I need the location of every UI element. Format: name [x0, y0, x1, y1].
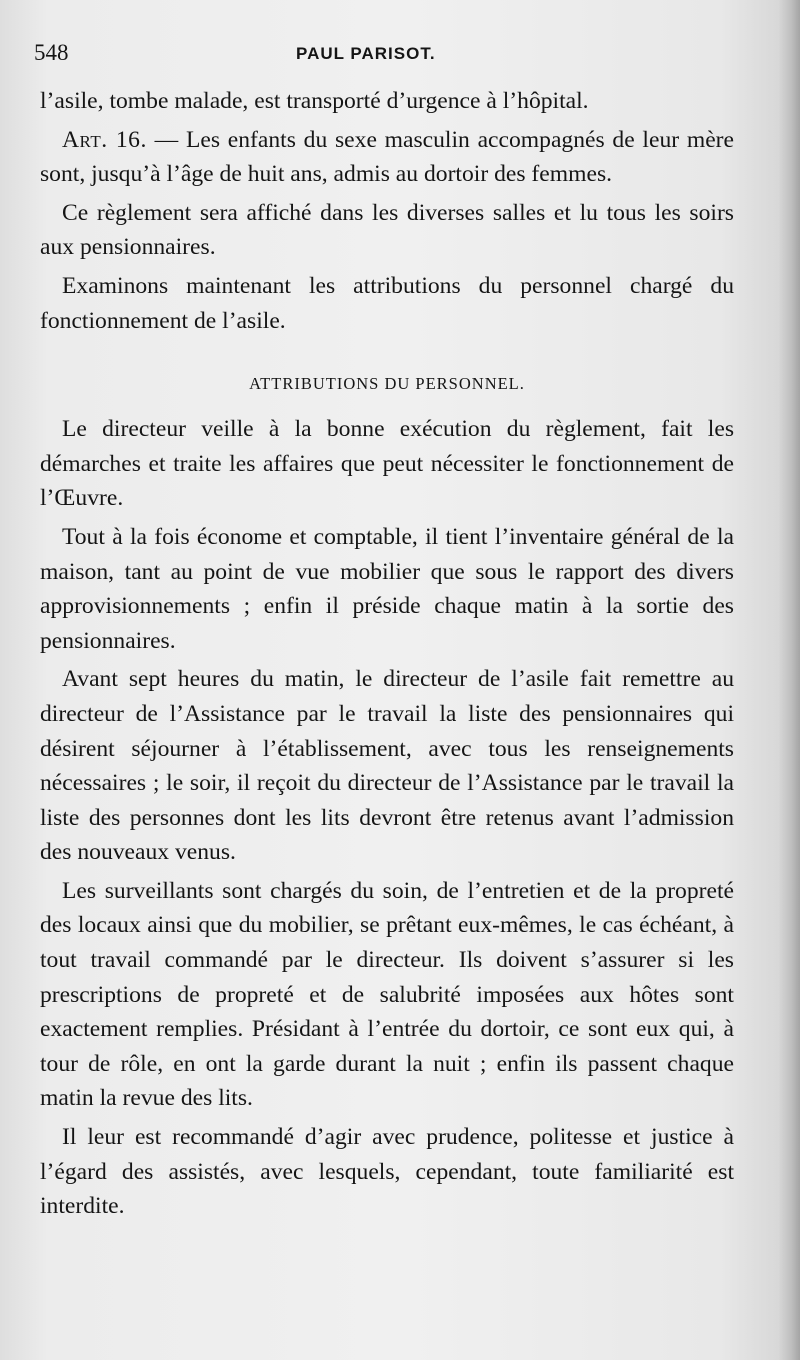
paragraph-directeur: Le directeur veille à la bonne exécution du règlement, fait les démarches et traite les affaires que peut nécessiter le fonctionnement de l’Œuvre.	[40, 416, 734, 512]
paragraph-sept-heures: Avant sept heures du matin, le directeur de l’asile fait remettre au directeur de l’Assistance par le travail la liste des pensionnaires qui désirent séjourner à l’établissement, avec tous les renseignements nécessaires ; le soir, il reçoit du directeur de l’Assistance par le travail la liste des personnes dont les lits devront être retenus avant l’admission des nouveaux venus.	[40, 666, 734, 866]
page-body	[40, 84, 734, 1228]
article-label: Art. 16.	[62, 126, 147, 153]
section-heading: ATTRIBUTIONS DU PERSONNEL.	[249, 374, 525, 394]
paragraph-reglement: Ce règlement sera affiché dans les diverses salles et lu tous les soirs aux pensionnaires.	[40, 199, 734, 261]
paragraph-article-16	[40, 123, 734, 192]
running-title: PAUL PARISOT.	[296, 44, 436, 63]
paragraph-examinons: Examinons maintenant les attributions du personnel chargé du fonctionnement de l’asile.	[40, 272, 734, 334]
article-text: — Les enfants du sexe masculin accompagnés de leur mère sont, jusqu’à l’âge de huit ans, admis au dortoir des femmes.	[40, 126, 735, 188]
paragraph-surveillants: Les surveillants sont chargés du soin, de l’entretien et de la propreté des locaux ainsi que du mobilier, se prêtant eux-mêmes, le cas échéant, à tout travail commandé par le directeur. Ils doivent s’assurer si les prescriptions de propreté et de salubrité imposées aux hôtes sont exactement remplies. Présidant à l’entrée du dortoir, ce sont eux qui, à tour de rôle, en ont la garde durant la nuit ; enfin ils passent chaque matin la revue des lits.	[40, 877, 734, 1112]
page-header	[34, 40, 734, 76]
page-number: 548	[34, 40, 69, 65]
paragraph-econome: Tout à la fois économe et comptable, il tient l’inventaire général de la maison, tant au point de vue mobilier que sous le rapport des divers approvisionnements ; enfin il préside chaque matin à la sortie des pensionnaires.	[40, 523, 734, 654]
page-edge-shadow	[778, 0, 800, 1360]
paragraph-recommande: Il leur est recommandé d’agir avec prudence, politesse et justice à l’égard des assistés, avec lesquels, cependant, toute familiarité est interdite.	[40, 1124, 734, 1220]
paragraph-continuation: l’asile, tombe malade, est transporté d’urgence à l’hôpital.	[40, 88, 589, 114]
